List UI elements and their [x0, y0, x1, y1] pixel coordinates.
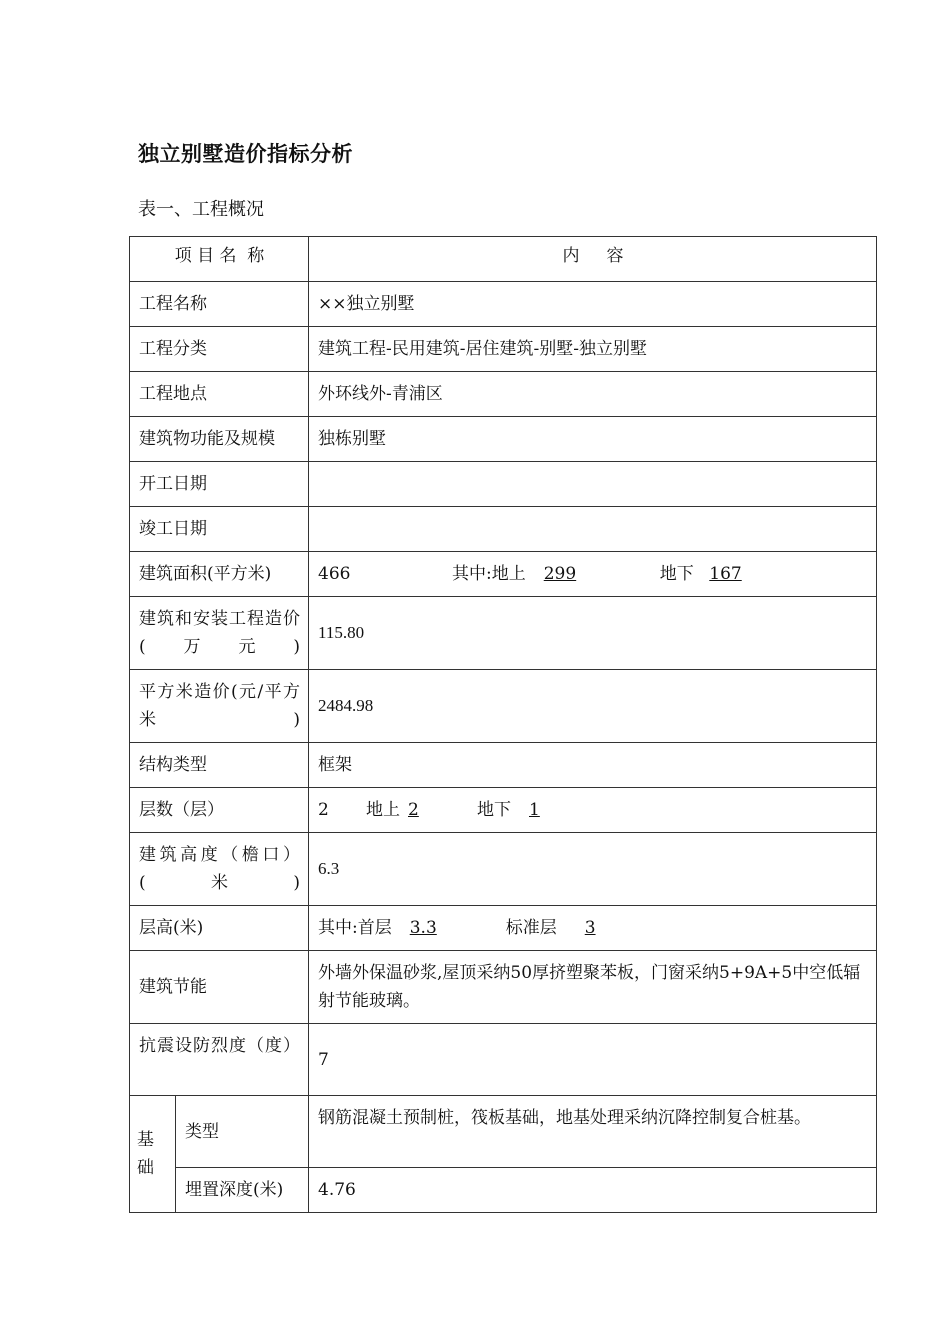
row-value — [309, 906, 877, 951]
row-value: 建筑工程-民用建筑-居住建筑-别墅-独立别墅 — [309, 327, 877, 372]
first-floor-label: 其中:首层 — [318, 918, 392, 938]
row-value: 2484.98 — [309, 670, 877, 743]
standard-floor-height: 3 — [584, 918, 596, 938]
floors-above: 2 — [408, 800, 419, 820]
row-label: 竣工日期 — [130, 507, 309, 552]
area-below: 167 — [709, 564, 742, 584]
table-row — [130, 670, 877, 743]
row-label: 建筑高度（檐口）(米) — [130, 833, 309, 906]
row-label: 抗震设防烈度（度） — [130, 1024, 309, 1096]
standard-floor-label: 标准层 — [505, 918, 557, 938]
table-row — [130, 1024, 877, 1096]
row-value — [309, 507, 877, 552]
row-label: 类型 — [176, 1096, 309, 1168]
row-value: 115.80 — [309, 597, 877, 670]
row-label: 建筑面积(平方米) — [130, 552, 309, 597]
row-label: 埋置深度(米) — [176, 1168, 309, 1213]
row-value: 7 — [309, 1024, 877, 1096]
row-label: 建筑和安装工程造价(万元) — [130, 597, 309, 670]
floors-below-label: 地下 — [477, 800, 511, 820]
project-overview-table — [129, 236, 877, 1213]
row-value: 外墙外保温砂浆,屋顶采纳50厚挤塑聚苯板，门窗采纳5+9A+5中空低辐射节能玻璃。 — [309, 951, 877, 1024]
first-floor-height: 3.3 — [409, 918, 437, 938]
row-label: 层高(米) — [130, 906, 309, 951]
table-row — [130, 833, 877, 906]
area-below-label: 地下 — [659, 564, 694, 584]
page-title: 独立别墅造价指标分析 — [138, 141, 353, 166]
area-above: 299 — [543, 564, 577, 584]
row-value: 钢筋混凝土预制桩，筏板基础，地基处理采纳沉降控制复合桩基。 — [309, 1096, 877, 1168]
table-header-row — [130, 237, 877, 282]
row-value: 外环线外-青浦区 — [309, 372, 877, 417]
table-row — [130, 743, 877, 788]
table-row — [130, 906, 877, 951]
row-value: 独栋别墅 — [309, 417, 877, 462]
table-row — [130, 788, 877, 833]
header-content: 内 容 — [309, 237, 877, 282]
table-row — [130, 1168, 877, 1213]
table-row — [130, 597, 877, 670]
table-row — [130, 507, 877, 552]
table-row — [130, 462, 877, 507]
foundation-group-label: 基础 — [130, 1096, 176, 1213]
table-row — [130, 951, 877, 1024]
row-label: 开工日期 — [130, 462, 309, 507]
table-caption: 表一、工程概况 — [138, 199, 264, 220]
row-label: 工程分类 — [130, 327, 309, 372]
floors-above-label: 地上 — [366, 800, 400, 820]
table-row — [130, 1096, 877, 1168]
row-label: 工程名称 — [130, 282, 309, 327]
row-label: 结构类型 — [130, 743, 309, 788]
row-label: 建筑物功能及规模 — [130, 417, 309, 462]
table-row — [130, 417, 877, 462]
row-value — [309, 462, 877, 507]
table-row — [130, 552, 877, 597]
row-value: 框架 — [309, 743, 877, 788]
table-row — [130, 327, 877, 372]
row-label: 建筑节能 — [130, 951, 309, 1024]
row-value — [309, 552, 877, 597]
row-value: 4.76 — [309, 1168, 877, 1213]
row-label: 工程地点 — [130, 372, 309, 417]
row-value: ××独立别墅 — [309, 282, 877, 327]
row-value — [309, 788, 877, 833]
row-label: 层数（层） — [130, 788, 309, 833]
table-row — [130, 282, 877, 327]
table-row — [130, 372, 877, 417]
floors-below: 1 — [529, 800, 540, 820]
header-item-name: 项 目 名 称 — [130, 237, 309, 282]
area-above-label: 其中:地上 — [452, 564, 526, 584]
floors-total: 2 — [318, 800, 329, 820]
area-total: 466 — [318, 564, 351, 584]
row-value: 6.3 — [309, 833, 877, 906]
row-label: 平方米造价(元/平方米) — [130, 670, 309, 743]
